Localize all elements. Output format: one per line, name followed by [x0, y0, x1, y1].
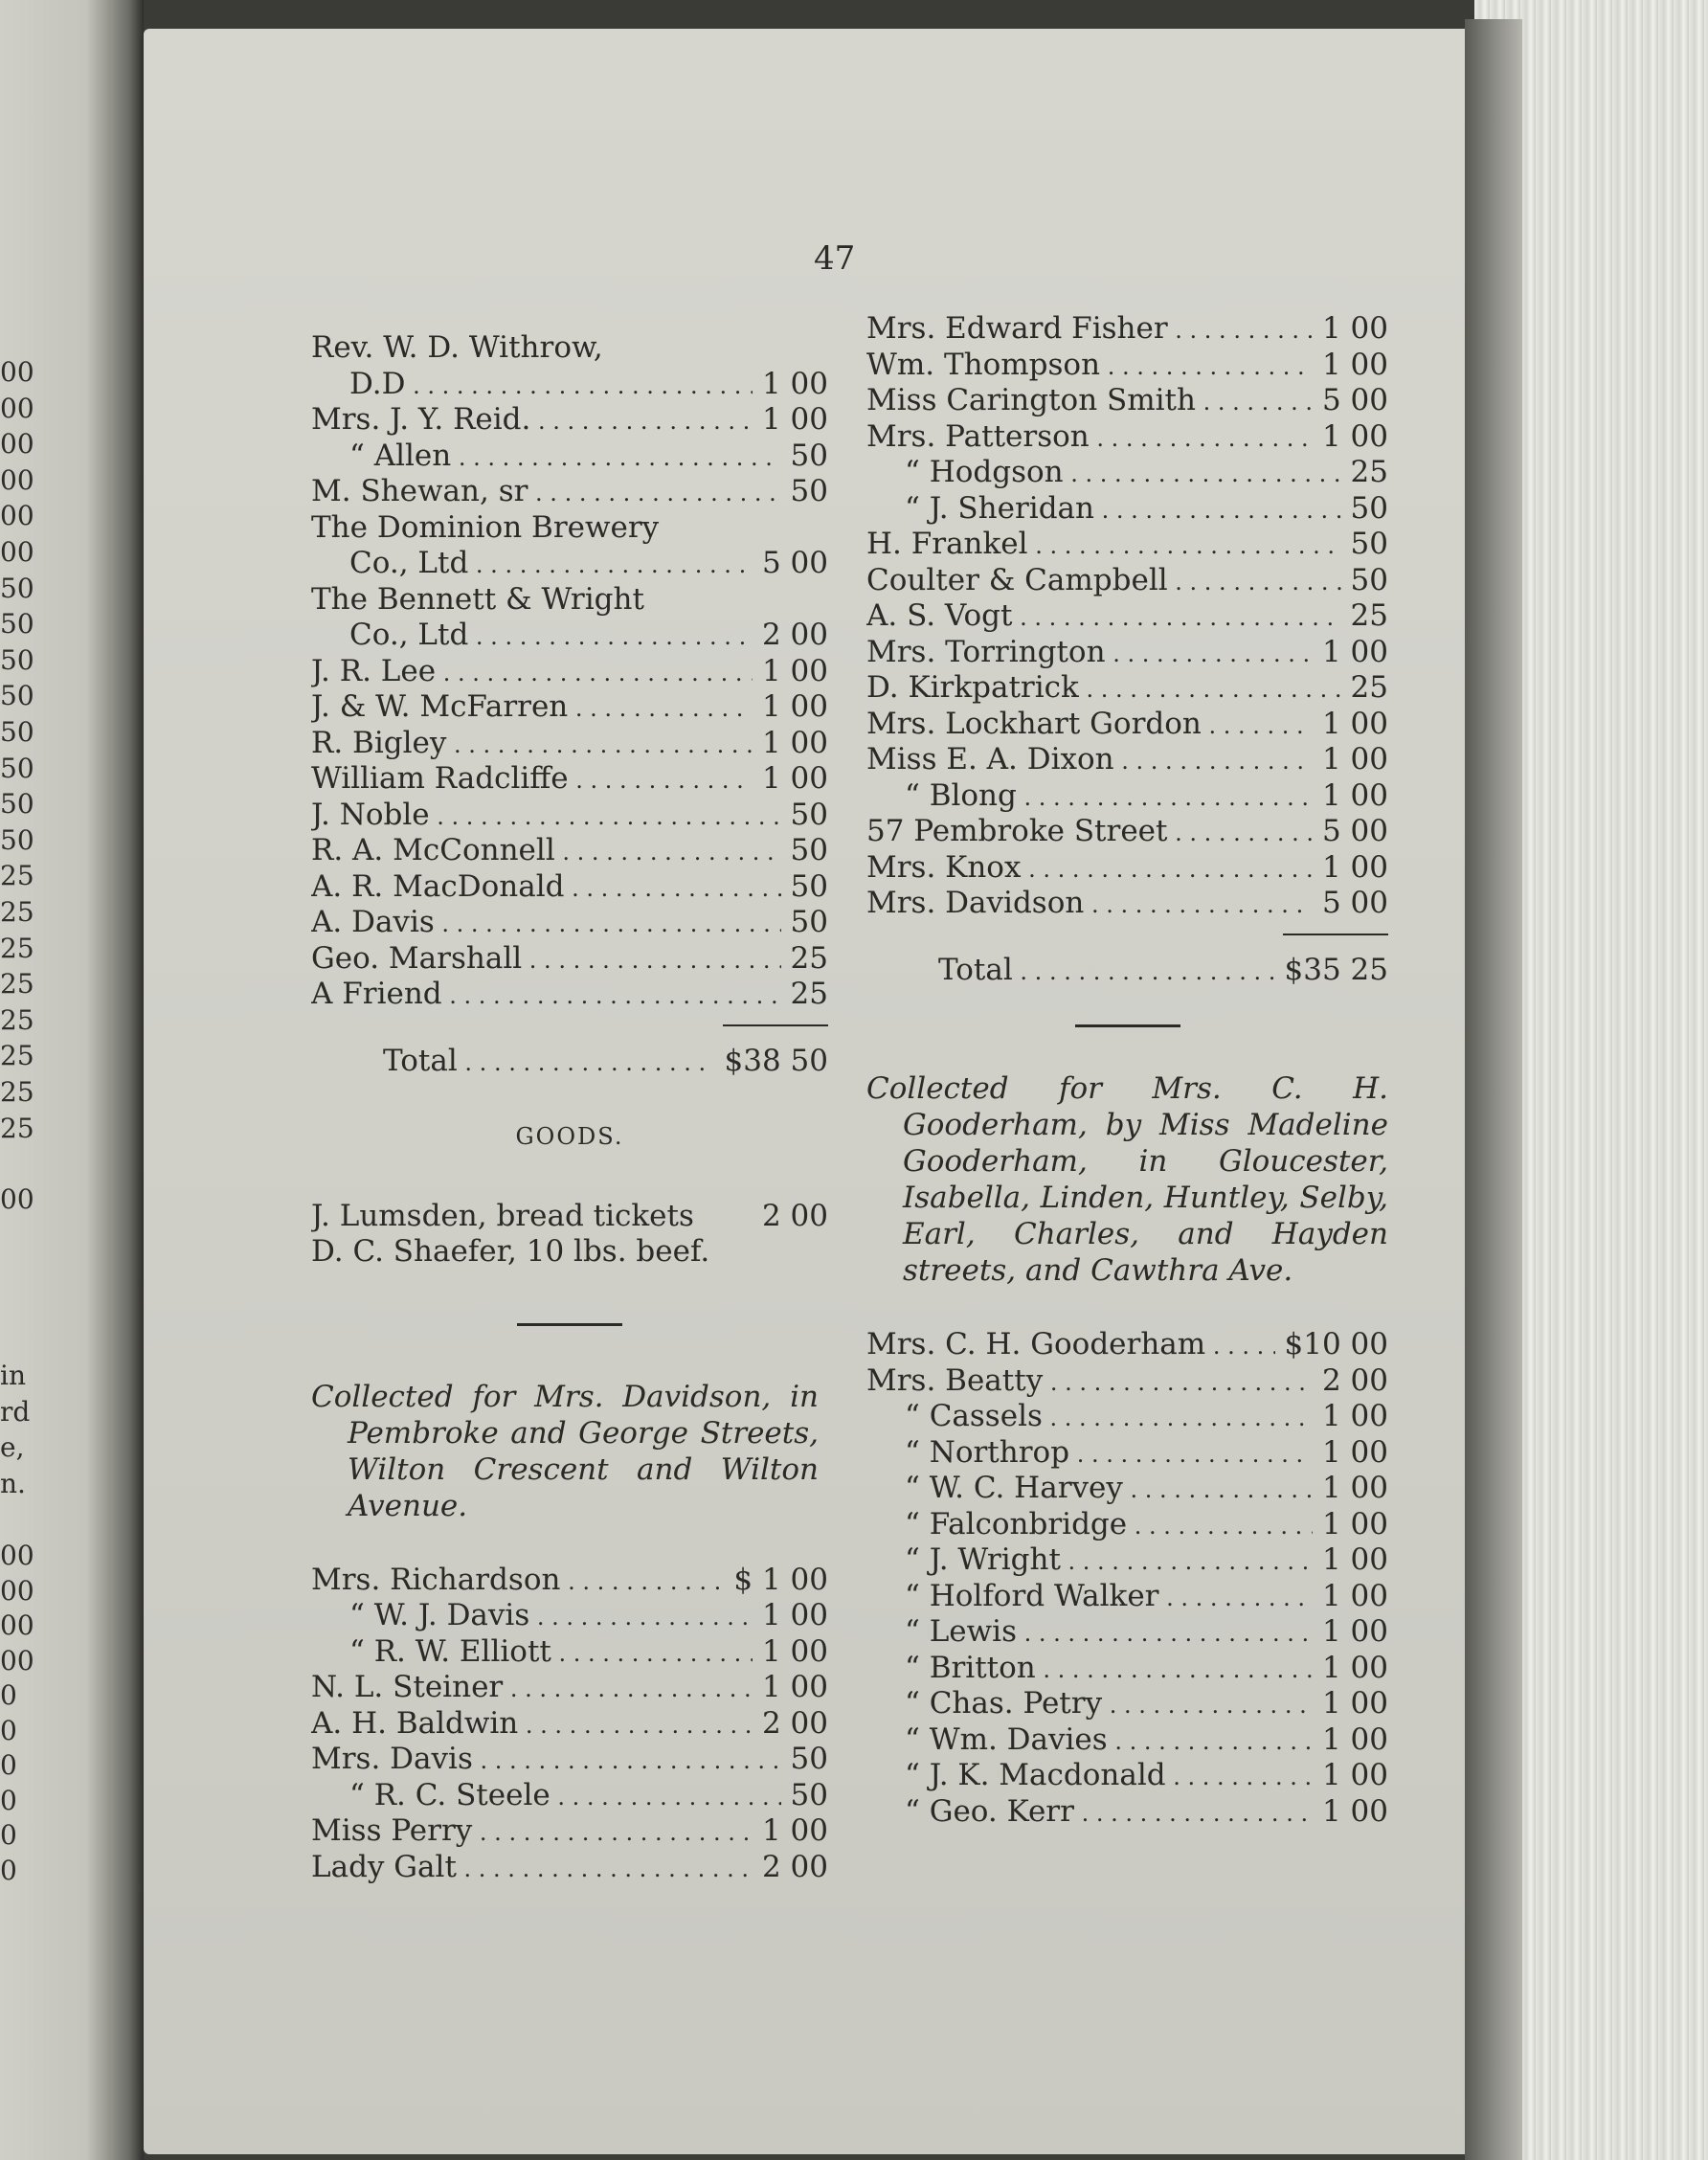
- donor-row: [866, 742, 1388, 778]
- previous-page-fragment: 50: [0, 680, 34, 712]
- donor-row: [866, 886, 1388, 922]
- donor-amount: 1 00: [1321, 1578, 1388, 1613]
- donor-name: Mrs. Torrington . . .: [866, 635, 1313, 671]
- donor-amount: 1 00: [1321, 1650, 1388, 1685]
- donor-amount: 1 00: [1321, 1471, 1388, 1505]
- donor-name: Mrs. Davidson . . .: [866, 886, 1313, 922]
- previous-page-fragment: 50: [0, 572, 34, 604]
- total-amount: $35 25: [1284, 952, 1388, 987]
- previous-page-fragment: 0: [0, 1819, 17, 1851]
- donor-row: [866, 850, 1388, 887]
- donor-row: [311, 1634, 828, 1671]
- previous-page-fragment: 0: [0, 1749, 17, 1781]
- donor-amount: 2 00: [761, 1849, 828, 1884]
- donor-name: Mrs. Knox . . .: [866, 850, 1313, 887]
- previous-page-fragment: 50: [0, 823, 34, 856]
- donor-row: [866, 1435, 1388, 1472]
- donor-amount: 1 00: [1321, 1686, 1388, 1721]
- donor-name: Miss Perry . . .: [311, 1813, 753, 1850]
- donor-name: “ Northrop . . .: [866, 1435, 1313, 1472]
- donor-row: [866, 1758, 1388, 1794]
- donor-row: [311, 510, 828, 547]
- donor-row: [311, 726, 828, 762]
- donor-amount: 1 00: [1321, 1614, 1388, 1649]
- donor-name: A. R. MacDonald . . .: [311, 869, 781, 906]
- previous-page-fragment: e,: [0, 1431, 25, 1464]
- donor-amount: 1 00: [761, 402, 828, 437]
- donor-name: A. S. Vogt . . .: [866, 598, 1341, 635]
- donor-amount: 1 00: [1321, 634, 1388, 669]
- donor-amount: 1 00: [761, 1598, 828, 1632]
- donor-name: “ W. C. Harvey . . .: [866, 1471, 1313, 1507]
- donor-row: [866, 707, 1388, 743]
- donor-amount: 2 00: [761, 1705, 828, 1741]
- donor-amount: 50: [790, 1777, 828, 1812]
- donor-row: [866, 311, 1388, 348]
- donor-amount: 1 00: [1321, 1542, 1388, 1577]
- previous-page-fragment: 00: [0, 356, 34, 388]
- donor-row: [311, 1234, 828, 1271]
- donor-name: The Bennett & Wright: [311, 581, 644, 617]
- donor-row: [866, 778, 1388, 815]
- donor-row: [866, 348, 1388, 384]
- donor-amount: 2 00: [1321, 1362, 1388, 1398]
- donor-name: “ Blong . . .: [866, 778, 1313, 815]
- previous-page-fragment: n.: [0, 1467, 26, 1499]
- donor-row: [866, 598, 1388, 635]
- donor-row: [866, 563, 1388, 599]
- donor-amount: 1 00: [1321, 1721, 1388, 1757]
- donor-name: “ R. C. Steele . . .: [311, 1778, 781, 1814]
- donor-amount: 1 00: [1321, 849, 1388, 885]
- donor-name: “ Geo. Kerr . . .: [866, 1794, 1313, 1831]
- previous-page-fragment: 25: [0, 932, 34, 964]
- donor-row: [311, 1850, 828, 1886]
- donor-name: “ Cassels . . .: [866, 1399, 1313, 1435]
- donor-row: [866, 1614, 1388, 1651]
- donor-row: [866, 1471, 1388, 1507]
- donor-name: Co., Ltd . . .: [311, 546, 753, 582]
- donor-name: D.D . . .: [311, 367, 753, 403]
- donor-amount: [819, 582, 828, 619]
- donor-row: [311, 367, 828, 403]
- donor-amount: 1 00: [761, 725, 828, 760]
- donor-row: [311, 1706, 828, 1743]
- total-row-right: [866, 953, 1388, 989]
- donor-amount: 25: [790, 977, 828, 1011]
- donor-row: [311, 582, 828, 619]
- donor-row: [311, 1813, 828, 1850]
- donor-row: [866, 1651, 1388, 1687]
- donor-list-left-1: [311, 330, 828, 1013]
- donor-amount: 25: [1350, 670, 1388, 705]
- total-label: Total . . .: [311, 1044, 715, 1080]
- donor-name: A. H. Baldwin . . .: [311, 1706, 753, 1743]
- previous-page-fragment: 25: [0, 1003, 34, 1036]
- donor-name: N. L. Steiner . . .: [311, 1670, 753, 1706]
- page-number: 47: [814, 239, 856, 278]
- donor-row: [311, 1778, 828, 1814]
- donor-amount: 5 00: [1321, 383, 1388, 417]
- previous-page-edge: [0, 0, 144, 2160]
- previous-page-fragment: 25: [0, 896, 34, 928]
- donor-name: H. Frankel . . .: [866, 527, 1341, 563]
- total-row-left: [311, 1044, 828, 1080]
- collected-heading-gooderham: Collected for Mrs. C. H. Gooderham, by Miss Madeline Gooderham, in Gloucester, Isabella, Linden, Huntley, Selby, Earl, Charles, and Hayden streets, and Cawthra Ave.: [866, 1071, 1388, 1288]
- donor-list-right-1: [866, 311, 1388, 922]
- donor-name: “ Britton . . .: [866, 1651, 1313, 1687]
- previous-page-fragment: 00: [0, 1574, 34, 1607]
- donor-amount: 5 00: [761, 546, 828, 580]
- donor-amount: 50: [1350, 562, 1388, 597]
- donor-name: J. Noble . . .: [311, 798, 781, 834]
- previous-page-fragment: 25: [0, 968, 34, 1001]
- donor-name: Coulter & Campbell . . .: [866, 563, 1341, 599]
- previous-page-fragment: 00: [0, 1540, 34, 1571]
- donor-row: [311, 1742, 828, 1778]
- donor-amount: 1 00: [1321, 706, 1388, 741]
- total-amount: $38 50: [724, 1043, 828, 1078]
- donor-amount: $ 1 00: [733, 1562, 828, 1597]
- donor-row: [311, 402, 828, 439]
- donor-name: Mrs. Richardson . . .: [311, 1563, 724, 1599]
- previous-page-fragment: 0: [0, 1854, 17, 1886]
- donor-row: [311, 439, 828, 475]
- donor-row: [866, 1794, 1388, 1831]
- donor-row: [866, 635, 1388, 671]
- donor-name: “ J. K. Macdonald . . .: [866, 1758, 1313, 1794]
- previous-page-fragment: 50: [0, 752, 34, 784]
- previous-page-fragment: 25: [0, 1040, 34, 1072]
- donor-amount: 1 00: [1321, 418, 1388, 454]
- total-rule: [723, 1024, 828, 1026]
- donor-name: J. R. Lee . . .: [311, 654, 753, 690]
- donor-row: [311, 833, 828, 869]
- donor-amount: 1 00: [761, 366, 828, 401]
- donor-name: Mrs. Davis . . .: [311, 1742, 781, 1778]
- donor-amount: 25: [1350, 455, 1388, 489]
- donor-amount: 50: [1350, 490, 1388, 526]
- donor-row: [311, 905, 828, 941]
- donor-name: William Radcliffe . . .: [311, 761, 753, 798]
- previous-page-fragment: 0: [0, 1714, 17, 1746]
- donor-amount: 50: [790, 474, 828, 508]
- previous-page-fragment: 25: [0, 1112, 34, 1144]
- donor-row: [311, 330, 828, 367]
- donor-name: “ Lewis . . .: [866, 1614, 1313, 1651]
- donor-name: Miss Carington Smith . . .: [866, 383, 1313, 419]
- donor-name: J. Lumsden, bread tickets: [311, 1198, 694, 1233]
- donor-amount: [819, 1234, 828, 1271]
- donor-row: [311, 869, 828, 906]
- donor-name: “ Allen . . .: [311, 439, 781, 475]
- previous-page-fragment: 50: [0, 643, 34, 676]
- donor-list-right-2: [866, 1327, 1388, 1830]
- donor-row: [311, 689, 828, 726]
- donor-name: “ Falconbridge . . .: [866, 1507, 1313, 1543]
- donor-row: [866, 1542, 1388, 1579]
- donor-amount: 50: [1350, 527, 1388, 561]
- donor-name: Mrs. Beatty . . .: [866, 1363, 1313, 1400]
- donor-name: Mrs. J. Y. Reid. . . .: [311, 402, 753, 439]
- donor-name: R. A. McConnell . . .: [311, 833, 781, 869]
- donor-amount: 50: [790, 868, 828, 904]
- donor-row: [866, 1327, 1388, 1363]
- donor-row: [866, 527, 1388, 563]
- donor-amount: 1 00: [1321, 742, 1388, 776]
- donor-amount: 1 00: [1321, 311, 1388, 346]
- donor-name: Mrs. Patterson . . .: [866, 419, 1313, 456]
- total-rule: [1283, 934, 1388, 935]
- page-gutter-shadow: [1465, 19, 1522, 2160]
- donor-name: Mrs. Edward Fisher . . .: [866, 311, 1313, 348]
- goods-list: [311, 1199, 828, 1271]
- previous-page-fragment: 25: [0, 860, 34, 892]
- right-column: [866, 311, 1388, 1830]
- donor-amount: 1 00: [761, 689, 828, 724]
- donor-row: [866, 1722, 1388, 1759]
- previous-page-fragment: 50: [0, 608, 34, 641]
- donor-row: [866, 670, 1388, 707]
- donor-row: [866, 1363, 1388, 1400]
- previous-page-fragment: 00: [0, 1644, 34, 1676]
- donor-name: Mrs. Lockhart Gordon . . .: [866, 707, 1313, 743]
- donor-row: [866, 419, 1388, 456]
- donor-amount: 25: [790, 940, 828, 976]
- left-column: [311, 330, 828, 1885]
- donor-name: D. Kirkpatrick . . .: [866, 670, 1341, 707]
- donor-name: R. Bigley . . .: [311, 726, 753, 762]
- donor-amount: 2 00: [761, 1198, 828, 1233]
- donor-row: [311, 941, 828, 978]
- donor-name: The Dominion Brewery: [311, 509, 660, 545]
- donor-amount: 25: [1350, 598, 1388, 633]
- previous-page-fragment: 00: [0, 500, 34, 532]
- donor-name: A. Davis . . .: [311, 905, 781, 941]
- donor-amount: 1 00: [1321, 1434, 1388, 1470]
- donor-amount: 50: [790, 797, 828, 832]
- donor-list-left-2: [311, 1563, 828, 1886]
- donor-row: [866, 1507, 1388, 1543]
- donor-name: Geo. Marshall . . .: [311, 941, 781, 978]
- donor-amount: $10 00: [1284, 1327, 1388, 1361]
- donor-amount: 50: [790, 905, 828, 939]
- donor-row: [311, 1199, 828, 1235]
- previous-page-fragment: rd: [0, 1395, 31, 1428]
- goods-heading: GOODS.: [515, 1123, 624, 1150]
- previous-page-fragment: 00: [0, 536, 34, 568]
- donor-amount: 1 00: [761, 1813, 828, 1848]
- donor-row: [866, 491, 1388, 528]
- previous-page-fragment: 00: [0, 392, 34, 424]
- donor-amount: 2 00: [761, 618, 828, 652]
- donor-row: [866, 455, 1388, 491]
- previous-page-fragment: in: [0, 1360, 26, 1391]
- donor-amount: 5 00: [1321, 886, 1388, 920]
- donor-amount: 1 00: [1321, 1793, 1388, 1829]
- previous-page-fragment: 25: [0, 1076, 34, 1108]
- donor-name: Lady Galt . . .: [311, 1850, 753, 1886]
- donor-row: [311, 1598, 828, 1634]
- donor-amount: 1 00: [1321, 1399, 1388, 1433]
- donor-amount: [819, 330, 828, 367]
- donor-amount: 1 00: [761, 653, 828, 688]
- donor-name: A Friend . . .: [311, 977, 781, 1013]
- donor-amount: 1 00: [1321, 347, 1388, 382]
- donor-name: “ Chas. Petry . . .: [866, 1686, 1313, 1722]
- donor-row: [866, 814, 1388, 850]
- donor-name: Rev. W. D. Withrow,: [311, 330, 603, 365]
- previous-page-fragment: 50: [0, 716, 34, 748]
- previous-page-fragment: 00: [0, 463, 34, 496]
- donor-row: [866, 1579, 1388, 1615]
- donor-name: Co., Ltd . . .: [311, 618, 753, 654]
- previous-page-fragment: 0: [0, 1784, 17, 1816]
- previous-page-fragment: 00: [0, 1183, 34, 1215]
- donor-row: [866, 1686, 1388, 1722]
- donor-name: “ R. W. Elliott . . .: [311, 1634, 753, 1671]
- donor-amount: [819, 510, 828, 547]
- donor-row: [311, 798, 828, 834]
- previous-page-fragment: 50: [0, 788, 34, 821]
- donor-amount: 1 00: [1321, 1506, 1388, 1541]
- donor-amount: 5 00: [1321, 814, 1388, 848]
- donor-amount: 50: [790, 438, 828, 473]
- donor-name: 57 Pembroke Street . . .: [866, 814, 1313, 850]
- donor-name: “ Hodgson . . .: [866, 455, 1341, 491]
- donor-row: [311, 474, 828, 510]
- donor-name: D. C. Shaefer, 10 lbs. beef.: [311, 1234, 710, 1269]
- donor-row: [866, 1399, 1388, 1435]
- previous-page-fragment: 00: [0, 428, 34, 461]
- donor-row: [311, 761, 828, 798]
- donor-name: Mrs. C. H. Gooderham . . .: [866, 1327, 1275, 1363]
- donor-amount: 1 00: [761, 1633, 828, 1669]
- donor-name: “ J. Sheridan . . .: [866, 491, 1341, 528]
- donor-amount: 1 00: [1321, 777, 1388, 813]
- donor-row: [311, 1563, 828, 1599]
- donor-row: [311, 977, 828, 1013]
- donor-amount: 1 00: [761, 1670, 828, 1704]
- collected-heading-davidson: Collected for Mrs. Davidson, in Pembroke and George Streets, Wilton Crescent and Wilton Avenue.: [311, 1379, 819, 1523]
- donor-amount: 1 00: [1321, 1758, 1388, 1792]
- donor-name: J. & W. McFarren . . .: [311, 689, 753, 726]
- donor-name: Miss E. A. Dixon . . .: [866, 742, 1313, 778]
- donor-name: “ J. Wright . . .: [866, 1542, 1313, 1579]
- donor-name: Wm. Thompson . . .: [866, 348, 1313, 384]
- donor-name: “ Holford Walker . . .: [866, 1579, 1313, 1615]
- donor-row: [311, 1670, 828, 1706]
- donor-amount: 1 00: [761, 761, 828, 796]
- donor-row: [311, 546, 828, 582]
- donor-amount: 50: [790, 1742, 828, 1776]
- donor-amount: 50: [790, 833, 828, 867]
- previous-page-fragment: 0: [0, 1679, 17, 1711]
- donor-row: [866, 383, 1388, 419]
- donor-name: “ Wm. Davies . . .: [866, 1722, 1313, 1759]
- previous-page-fragment: 00: [0, 1609, 34, 1641]
- donor-row: [311, 618, 828, 654]
- donor-row: [311, 654, 828, 690]
- donor-name: “ W. J. Davis . . .: [311, 1598, 753, 1634]
- total-label: Total . . .: [866, 953, 1275, 989]
- donor-name: M. Shewan, sr . . .: [311, 474, 781, 510]
